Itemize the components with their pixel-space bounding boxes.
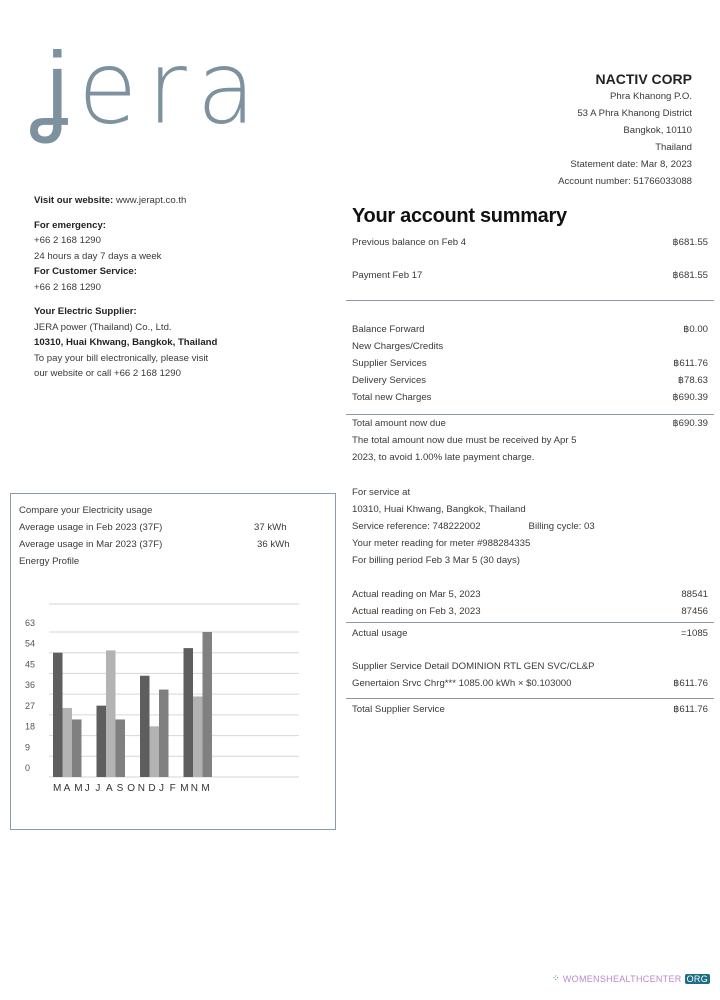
divider	[346, 622, 714, 623]
website-link[interactable]: www.jerapt.co.th	[115, 195, 187, 206]
mar-value: 36 kWh	[257, 539, 290, 550]
label: Total amount now due	[352, 418, 446, 429]
value: ฿611.76	[673, 358, 708, 369]
supplier-label: Your Electric Supplier:	[34, 306, 137, 317]
customer-address	[558, 70, 692, 190]
meter-line: Your meter reading for meter #988284335	[352, 538, 531, 549]
x-tick-label: S	[116, 783, 124, 794]
bar-series-3	[116, 719, 126, 777]
service-reference-row	[352, 518, 708, 535]
x-tick-label: N	[190, 783, 199, 794]
summary-title: Your account summary	[352, 205, 567, 227]
bar-series-1	[184, 648, 194, 777]
service-address: 10310, Huai Khwang, Bangkok, Thailand	[352, 504, 526, 515]
dots-icon: ⁘	[552, 973, 560, 983]
x-tick-label: M	[180, 783, 189, 794]
label: Genertaion Srvc Chrg*** 1085.00 kWh × $0.103000	[352, 678, 572, 689]
address-line: Thailand	[655, 142, 692, 153]
total-new-charges-row	[352, 389, 708, 406]
value: ฿690.39	[672, 418, 708, 429]
emergency-phone: +66 2 168 1290	[34, 235, 101, 246]
customer-name: NACTIV CORP	[595, 71, 692, 87]
label: Previous balance on Feb 4	[352, 237, 467, 248]
bar-series-3	[72, 719, 82, 777]
bar-series-2	[193, 696, 203, 777]
value: =1085	[681, 628, 708, 639]
y-tick-label: 63	[25, 618, 36, 628]
x-tick-label: M	[74, 783, 83, 794]
x-tick-label: J	[84, 783, 90, 794]
jera-logo: ʝera	[30, 29, 266, 147]
feb-label: Average usage in Feb 2023 (37F)	[19, 522, 163, 533]
value: ฿611.76	[673, 704, 708, 715]
emergency-hours: 24 hours a day 7 days a week	[34, 250, 162, 262]
website-label: Visit our website:	[34, 195, 114, 206]
value: 88541	[681, 589, 708, 600]
y-tick-label: 0	[25, 763, 31, 773]
x-tick-label: A	[63, 783, 71, 794]
mar-label: Average usage in Mar 2023 (37F)	[19, 539, 163, 550]
energy-profile-chart	[11, 494, 337, 831]
address-line: Phra Khanong P.O.	[610, 91, 692, 102]
label: Actual usage	[352, 628, 408, 639]
value: ฿611.76	[673, 678, 708, 689]
feb-value: 37 kWh	[254, 522, 287, 533]
delivery-services-row	[352, 372, 708, 389]
billing-period: For billing period Feb 3 Mar 5 (30 days)	[352, 555, 520, 566]
cs-phone: +66 2 168 1290	[34, 281, 101, 293]
reading-row	[352, 603, 708, 620]
bar-series-2	[106, 650, 116, 777]
bar-series-3	[203, 632, 213, 777]
label: New Charges/Credits	[352, 341, 444, 352]
pay-note-2: our website or call +66 2 168 1290	[34, 368, 181, 379]
previous-balance-row	[352, 234, 708, 251]
x-tick-label: M	[53, 783, 62, 794]
generation-row	[352, 675, 708, 692]
label: Supplier Services	[352, 358, 427, 369]
emergency-label: For emergency:	[34, 219, 106, 231]
y-tick-label: 54	[25, 638, 36, 649]
total-supplier-row	[352, 701, 708, 718]
supplier-name: JERA power (Thailand) Co., Ltd.	[34, 321, 172, 333]
cs-label: For Customer Service:	[34, 266, 137, 277]
actual-usage-row	[352, 625, 708, 642]
billing-cycle: Billing cycle: 03	[528, 521, 595, 532]
bar-series-1	[97, 706, 107, 777]
due-note: 2023, to avoid 1.00% late payment charge.	[352, 452, 535, 463]
y-tick-label: 9	[25, 742, 31, 753]
x-tick-label: J	[159, 783, 164, 794]
label: Actual reading on Mar 5, 2023	[352, 589, 481, 600]
address-line: 53 A Phra Khanong District	[577, 108, 692, 119]
x-tick-label: O	[127, 783, 135, 794]
address-line: Bangkok, 10110	[623, 125, 692, 136]
label: Balance Forward	[352, 324, 425, 335]
service-label: For service at	[352, 487, 411, 498]
value: ฿681.55	[672, 237, 708, 248]
label: Total new Charges	[352, 392, 432, 403]
x-tick-label: J	[95, 783, 101, 794]
watermark-suffix: ORG	[686, 973, 708, 984]
supplier-services-row	[352, 355, 708, 372]
value: ฿0.00	[683, 324, 708, 335]
label: Delivery Services	[352, 375, 427, 386]
watermark	[552, 973, 710, 984]
divider	[346, 698, 714, 699]
account-number: Account number: 51766033088	[558, 176, 692, 187]
total-due-row	[352, 415, 708, 432]
usage-title: Compare your Electricity usage	[19, 505, 153, 516]
value: ฿690.39	[672, 392, 708, 403]
supplier-detail: Supplier Service Detail DOMINION RTL GEN SVC/CL&P	[352, 661, 595, 672]
contact-info	[34, 193, 294, 382]
service-reference: Service reference: 748222002	[352, 521, 481, 532]
x-tick-label: M	[201, 783, 210, 794]
y-tick-label: 45	[25, 659, 36, 670]
energy-profile-label: Energy Profile	[19, 556, 80, 567]
supplier-address: 10310, Huai Khwang, Bangkok, Thailand	[34, 337, 218, 348]
x-tick-label: D	[148, 783, 156, 794]
bar-series-3	[159, 690, 169, 777]
y-tick-label: 18	[25, 721, 36, 732]
due-note: The total amount now due must be received by Apr 5	[352, 435, 577, 446]
new-charges-heading	[352, 338, 708, 355]
x-tick-label: N	[137, 783, 146, 794]
x-tick-label: A	[106, 783, 113, 794]
bar-series-2	[150, 726, 160, 777]
bar-series-2	[63, 708, 73, 777]
value: ฿78.63	[677, 375, 708, 386]
reading-row	[352, 586, 708, 603]
label: Payment Feb 17	[352, 270, 423, 281]
label: Actual reading on Feb 3, 2023	[352, 606, 481, 617]
bar-series-1	[140, 676, 150, 777]
payment-row	[352, 267, 708, 284]
x-tick-label: F	[169, 783, 176, 794]
y-tick-label: 36	[25, 680, 36, 691]
balance-forward-row	[352, 321, 708, 338]
value: ฿681.55	[672, 270, 708, 281]
bar-series-1	[53, 653, 63, 777]
usage-comparison-box	[10, 493, 336, 830]
pay-note-1: To pay your bill electronically, please visit	[34, 352, 209, 364]
statement-date: Statement date: Mar 8, 2023	[570, 159, 692, 170]
account-summary	[352, 205, 708, 718]
y-tick-label: 27	[25, 700, 36, 711]
value: 87456	[681, 606, 708, 617]
watermark-text: WOMENSHEALTHCENTER	[562, 973, 682, 984]
label: Total Supplier Service	[352, 704, 445, 715]
